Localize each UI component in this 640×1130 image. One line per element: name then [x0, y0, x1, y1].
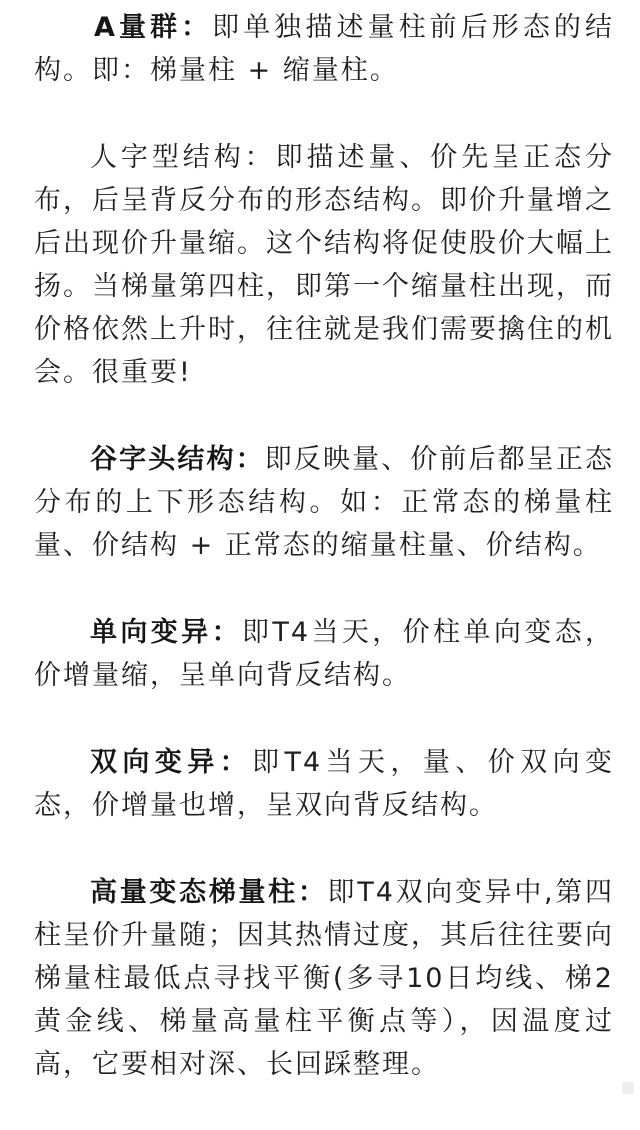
paragraph-text: 人字型结构：即描述量、价先呈正态分布，后呈背反分布的形态结构。即价升量增之后出现价升量缩。这个结构将促使股价大幅上扬。当梯量第四柱，即第一个缩量柱出现，而价格依然上升时，往往就是我们需要擒住的机会。很重要! — [34, 142, 614, 388]
paragraph-two-way-variation — [34, 741, 614, 827]
corner-shadow — [622, 1082, 634, 1094]
paragraph-ren-structure — [34, 136, 614, 394]
term-high-volume-abnormal-ladder-column: 高量变态梯量柱： — [90, 877, 328, 908]
article-body — [34, 6, 614, 1130]
paragraph-a-volume-group — [34, 6, 614, 92]
term-one-way-variation: 单向变异： — [90, 617, 242, 648]
paragraph-high-volume-abnormal-ladder-column — [34, 871, 614, 1086]
term-valley-head-structure: 谷字头结构： — [90, 444, 265, 475]
paragraph-text: 即T4当天，量、价双向变态，价增量也增，呈双向背反结构。 — [34, 747, 614, 821]
paragraph-valley-head-structure — [34, 438, 614, 567]
paragraph-text: 即反映量、价前后都呈正态分布的上下形态结构。如：正常态的梯量柱量、价结构 + 正常态的缩量柱量、价结构。 — [34, 444, 615, 561]
term-a-volume-group: A量群： — [94, 12, 213, 43]
term-two-way-variation: 双向变异： — [90, 747, 253, 778]
paragraph-text: 即T4当天，价柱单向变态，价增量缩，呈单向背反结构。 — [34, 617, 615, 691]
paragraph-text: 即单独描述量柱前后形态的结构。即：梯量柱 + 缩量柱。 — [34, 12, 614, 86]
paragraph-one-way-variation — [34, 611, 614, 697]
paragraph-text: 即T4双向变异中,第四柱呈价升量随；因其热情过度，其后往往要向梯量柱最低点寻找平衡(多寻10日均线、梯2黄金线、梯量高量柱平衡点等），因温度过高，它要相对深、长回踩整理。 — [34, 877, 614, 1080]
